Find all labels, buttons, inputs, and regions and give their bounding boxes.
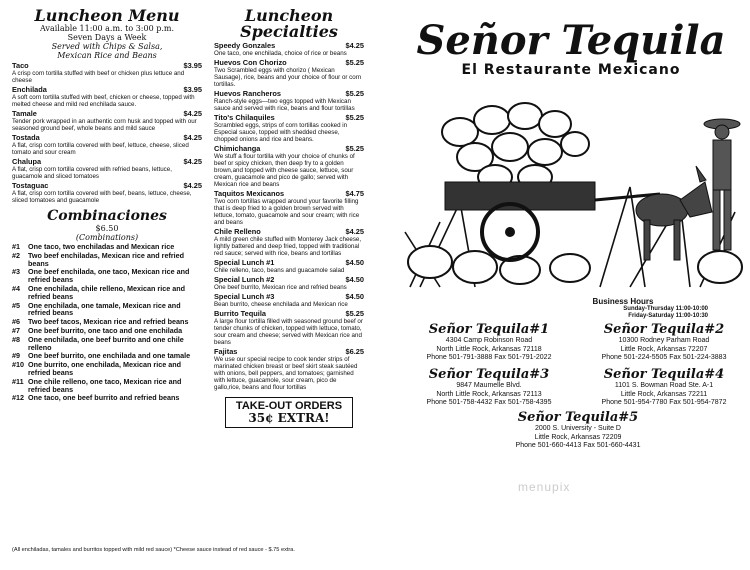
item-name: Special Lunch #2 — [214, 275, 275, 284]
combo-number: #4 — [12, 283, 20, 293]
combo-item — [12, 378, 202, 394]
takeout-line-1: TAKE-OUT ORDERS — [235, 400, 343, 412]
item-description: One beef burrito, Mexican rice and refried beans — [214, 284, 347, 291]
item-price: $4.25 — [183, 181, 202, 190]
combinaciones-title: Combinaciones — [47, 208, 167, 224]
item-description: Scrambled eggs, strips of corn tortillas cooked in Especial sauce, topped with shedded cheese, chopped onions and rice and beans. — [214, 122, 348, 143]
specialty-item — [214, 59, 364, 88]
combo-item — [12, 336, 202, 352]
specialty-item — [214, 348, 364, 391]
combo-text: Two beef tacos, Mexican rice and refried beans — [28, 317, 189, 327]
location-address: 10300 Rodney Parham Road — [618, 337, 710, 344]
location-phone: Phone 501-954-7780 Fax 501-954-7872 — [601, 399, 727, 406]
luncheon-menu-panel — [0, 0, 210, 570]
combo-item — [12, 268, 202, 284]
combo-number: #3 — [12, 267, 20, 277]
item-name: Enchilada — [12, 85, 47, 94]
combinaciones-subtitle: (Combinations) — [75, 233, 139, 242]
brand-panel — [378, 0, 750, 570]
combo-text: One taco, one beef burrito and refried beans — [28, 393, 180, 403]
item-price: $4.25 — [183, 157, 202, 166]
item-price: $4.25 — [183, 133, 202, 142]
location-city: North Little Rock, Arkansas 72113 — [436, 390, 542, 398]
combo-item — [12, 302, 202, 318]
combo-text: One beef burrito, one enchilada and one tamale — [28, 351, 191, 361]
combinaciones-price: $6.50 — [95, 224, 119, 233]
item-name: Burrito Tequila — [214, 309, 267, 318]
item-price: $5.25 — [345, 58, 364, 67]
specialty-item — [214, 310, 364, 346]
location-4 — [578, 367, 750, 408]
item-name: Fajitas — [214, 347, 238, 356]
item-price: $4.50 — [345, 258, 364, 267]
item-price: $4.25 — [183, 109, 202, 118]
specialty-item — [214, 276, 364, 291]
combo-item — [12, 252, 202, 268]
location-address: 1101 S. Bowman Road Ste. A-1 — [614, 382, 714, 389]
restaurant-logo: Señor Tequila — [416, 17, 726, 64]
location-name: Señor Tequila#1 — [428, 322, 550, 337]
item-price: $4.50 — [345, 292, 364, 301]
item-price: $4.25 — [345, 41, 364, 50]
location-phone: Phone 501-758-4432 Fax 501-758-4395 — [426, 399, 552, 406]
location-city: Little Rock, Arkansas 72207 — [620, 345, 708, 353]
hours-sun-thu: Sunday-Thursday 11:00-10:00 — [623, 306, 708, 312]
combo-item — [12, 243, 202, 251]
combo-text: One beef enchilada, one taco, Mexican rice and refried beans — [28, 267, 190, 285]
menu-item — [12, 86, 202, 108]
combo-number: #11 — [12, 376, 24, 386]
menu-item — [12, 62, 202, 84]
specialty-item — [214, 42, 364, 57]
location-1 — [404, 322, 574, 363]
item-price: $4.25 — [345, 227, 364, 236]
item-description: A crisp corn tortilla stuffed with beef or chicken plus lettuce and cheese — [12, 70, 185, 84]
specialty-item — [214, 114, 364, 143]
location-phone: Phone 501-224-5505 Fax 501-224-3883 — [601, 354, 727, 361]
combo-item — [12, 361, 202, 377]
item-description: A flat, crisp corn tortilla covered with refried beans, lettuce, guacamole and sliced tomatoes — [12, 166, 172, 180]
item-name: Tostada — [12, 133, 40, 142]
item-description: Bean burrito, cheese enchilada and Mexican rice — [214, 301, 348, 308]
combo-text: One enchilada, chile relleno, Mexican rice and refried beans — [28, 283, 185, 301]
location-name: Señor Tequila#3 — [428, 367, 550, 382]
location-name: Señor Tequila#2 — [603, 322, 725, 337]
watermark: menupix — [518, 480, 571, 494]
restaurant-tagline: El Restaurante Mexicano — [461, 62, 681, 78]
specialties-title-line1: Luncheon — [244, 6, 334, 25]
item-name: Speedy Gonzales — [214, 41, 276, 50]
item-description: Ranch-style eggs—two eggs topped with Mexican sauce and served with rice, beans and flour tortillas — [214, 98, 355, 112]
item-description: A flat, crisp corn tortilla covered with beef, beans, lettuce, cheese, sliced tomatoes and guacamole — [12, 190, 192, 204]
combo-text: One taco, two enchiladas and Mexican rice — [28, 242, 175, 251]
combo-number: #6 — [12, 317, 20, 327]
combo-item — [12, 327, 202, 335]
specialty-item — [214, 259, 364, 274]
business-hours — [528, 297, 718, 320]
item-price: $6.25 — [345, 347, 364, 356]
takeout-line-2: 35¢ EXTRA! — [248, 411, 330, 425]
item-name: Huevos Con Chorizo — [214, 58, 287, 67]
specialties-panel — [212, 0, 368, 570]
days-text: Seven Days a Week — [67, 33, 147, 42]
item-name: Special Lunch #1 — [214, 258, 275, 267]
location-address: 2000 S. University - Suite D — [535, 425, 621, 432]
location-3 — [404, 367, 574, 408]
item-price: $4.50 — [345, 275, 364, 284]
combo-number: #2 — [12, 250, 20, 260]
combinations-footnote: (All enchiladas, tamales and burritos topped with mild red sauce) *Cheese sauce instead of red sauce - $.75 extra. — [12, 547, 295, 553]
item-name: Tostaguac — [12, 181, 49, 190]
luncheon-menu-title: Luncheon Menu — [34, 6, 180, 25]
menu-item — [12, 158, 202, 180]
item-description: Tender pork wrapped in an authentic corn husk and topped with our seasoned ground beef, whole beans and mild sauce — [12, 118, 197, 132]
combo-item — [12, 318, 202, 326]
combo-text: One burrito, one enchilada, Mexican rice and refried beans — [28, 360, 181, 377]
location-phone: Phone 501-660-4413 Fax 501-660-4431 — [515, 442, 641, 449]
item-description: Two Scrambled eggs with chorizo ( Mexican Sausage), rice, beans and your choice of flour or corn tortillas. — [214, 67, 362, 88]
item-name: Tamale — [12, 109, 37, 118]
business-hours-title: Business Hours — [592, 297, 654, 306]
item-description: We stuff a flour tortilla with your choice of chunks of beef or spicy chicken, then deep fry to a golden brown,and topped with cheese sauce, lettuce, sour cream, guacamole and pico de gallo; served with Mexican rice and beans — [214, 153, 355, 188]
item-name: Huevos Rancheros — [214, 89, 281, 98]
combo-number: #12 — [12, 393, 24, 403]
item-description: Chile relleno, taco, beans and guacamole salad — [214, 267, 345, 274]
location-5 — [488, 410, 668, 451]
location-city: Little Rock, Arkansas 72211 — [620, 390, 708, 398]
location-name: Señor Tequila#4 — [603, 367, 725, 382]
combo-number: #7 — [12, 325, 20, 335]
specialty-item — [214, 190, 364, 226]
item-description: A soft corn tortilla stuffed with beef, chicken or cheese, topped with melted cheese and mild red enchilada sauce. — [12, 94, 195, 108]
specialty-item — [214, 145, 364, 188]
item-name: Taquitos Mexicanos — [214, 189, 285, 198]
combo-item — [12, 352, 202, 360]
combo-number: #10 — [12, 360, 24, 370]
combo-number: #1 — [12, 242, 20, 251]
item-description: A large flour tortilla filled with seasoned ground beef or tender chunks of chicken, topped with lettuce, tomato, sour cream and cheese; served with Mexican rice and beans — [214, 318, 363, 346]
location-city: Little Rock, Arkansas 72209 — [534, 433, 622, 441]
location-city: North Little Rock, Arkansas 72118 — [436, 345, 542, 353]
location-name: Señor Tequila#5 — [517, 410, 639, 425]
combo-text: One enchilada, one beef burrito and one chile relleno — [28, 334, 184, 352]
combo-item — [12, 394, 202, 402]
takeout-notice-box — [225, 397, 353, 428]
combo-text: Two beef enchiladas, Mexican rice and refried beans — [28, 250, 185, 268]
item-description: One taco, one enchilada, choice of rice or beans — [214, 50, 347, 57]
menu-item — [12, 182, 202, 204]
item-name: Special Lunch #3 — [214, 292, 275, 301]
item-price: $5.25 — [345, 144, 364, 153]
location-address: 9847 Maumelle Blvd. — [456, 382, 522, 389]
item-price: $5.25 — [345, 309, 364, 318]
item-description: A flat, crisp corn tortilla covered with beef, lettuce, cheese, sliced tomato and sour cream — [12, 142, 189, 156]
combo-number: #9 — [12, 351, 20, 361]
location-phone: Phone 501-791-3888 Fax 501-791-2022 — [426, 354, 552, 361]
item-name: Taco — [12, 61, 29, 70]
item-price: $4.75 — [345, 189, 364, 198]
combo-item — [12, 285, 202, 301]
item-price: $5.25 — [345, 89, 364, 98]
item-name: Chimichanga — [214, 144, 261, 153]
item-name: Tito's Chilaquiles — [214, 113, 275, 122]
menu-item — [12, 134, 202, 156]
specialties-title-line2: Specialties — [240, 22, 338, 41]
specialty-item — [214, 90, 364, 112]
location-2 — [578, 322, 750, 363]
combo-text: One enchilada, one tamale, Mexican rice and refried beans — [28, 300, 181, 318]
combo-text: One beef burrito, one taco and one enchilada — [28, 325, 183, 335]
item-price: $5.25 — [345, 113, 364, 122]
combo-number: #8 — [12, 334, 20, 344]
item-name: Chalupa — [12, 157, 42, 166]
item-price: $3.95 — [183, 61, 202, 70]
served-with-text: Served with Chips & Salsa, — [51, 42, 163, 51]
item-price: $3.95 — [183, 85, 202, 94]
availability-text: Available 11:00 a.m. to 3:00 p.m. — [39, 24, 175, 33]
menu-item — [12, 110, 202, 132]
specialty-item — [214, 228, 364, 257]
combo-number: #5 — [12, 300, 20, 310]
item-description: A mild green chile stuffed with Monterey Jack cheese, lightly battered and deep fried, topped with traditional red sauce; served with rice, beans and tortillas — [214, 236, 362, 257]
location-address: 4304 Camp Robinson Road — [445, 337, 533, 344]
item-name: Chile Relleno — [214, 227, 261, 236]
item-description: Two corn tortillas wrapped around your favorite filling that is deep fried to a golden brown served with lettuce, tomato, guacamole and sour cream; with rice and beans — [214, 198, 360, 226]
agave-cart-illustration — [400, 82, 745, 294]
served-with-text-2: Mexican Rice and Beans — [57, 51, 157, 60]
item-description: We use our special recipe to cook tender strips of marinated chicken breast or beef skirt steak sautéed with onions, bell peppers, and tomatoes; garnished with lettuce, guacamole, sour cream, pico de gallo,rice, beans and flour tortillas — [214, 356, 358, 391]
hours-fri-sat: Friday-Saturday 11:00-10:30 — [628, 313, 708, 319]
specialty-item — [214, 293, 364, 308]
combo-text: One chile relleno, one taco, Mexican rice and refried beans — [28, 376, 182, 394]
